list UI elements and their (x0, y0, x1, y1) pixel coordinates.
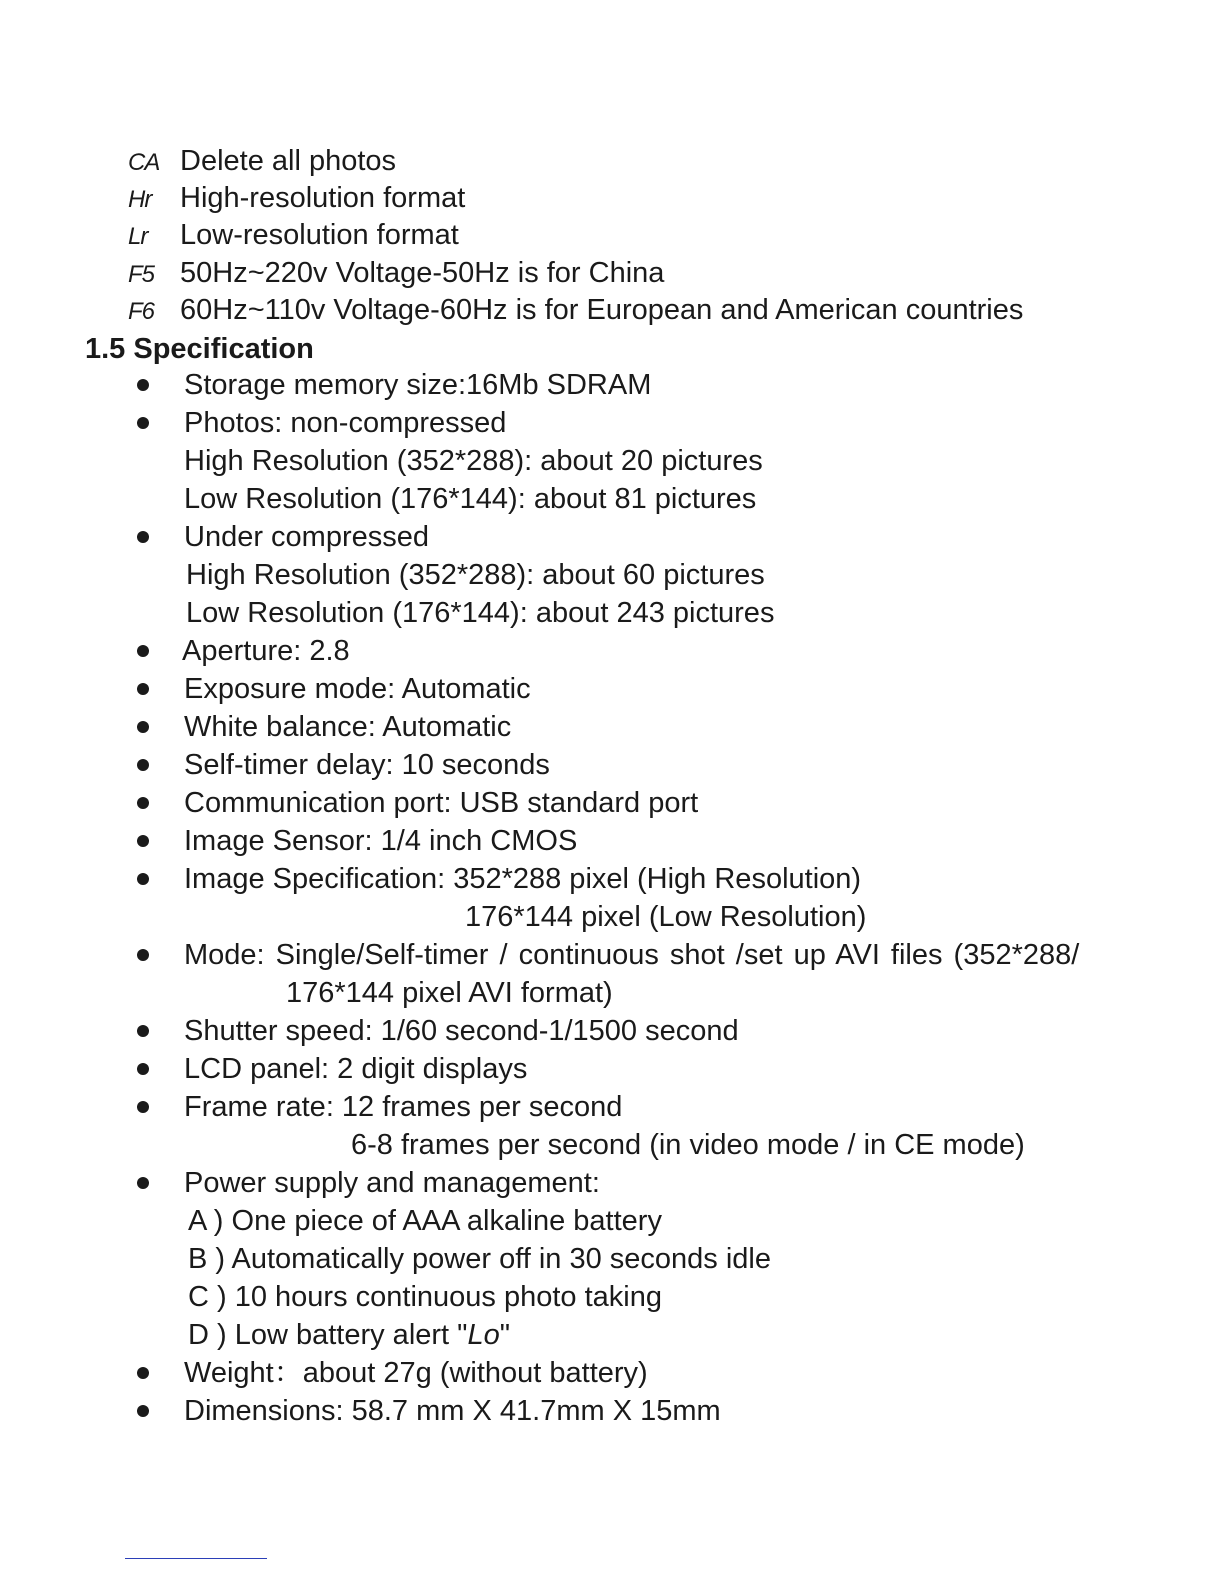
spec-power-d (188, 1316, 510, 1354)
spec-weight: Weight：about 27g (without battery) (184, 1357, 648, 1389)
lcd-code: F5 (128, 261, 155, 288)
bullet-icon (137, 379, 149, 391)
spec-power-a: A ) One piece of AAA alkaline battery (188, 1205, 662, 1237)
lcd-code: Hr (128, 186, 152, 213)
bullet-icon (137, 1367, 149, 1379)
spec-photos-high: High Resolution (352*288): about 20 pictures (184, 445, 763, 477)
bullet-icon (137, 683, 149, 695)
spec-frame-rate-video: 6-8 frames per second (in video mode / in CE mode) (351, 1129, 1025, 1161)
code-row-60hz (128, 291, 1023, 329)
code-description: Low-resolution format (180, 219, 459, 251)
bullet-icon (137, 949, 149, 961)
spec-exposure: Exposure mode: Automatic (184, 673, 531, 705)
power-d-prefix: D ) Low battery alert " (188, 1319, 468, 1351)
bullet-icon (137, 417, 149, 429)
bullet-icon (137, 645, 149, 657)
bullet-icon (137, 1063, 149, 1075)
code-description: High-resolution format (180, 182, 466, 214)
spec-shutter: Shutter speed: 1/60 second-1/1500 second (184, 1015, 739, 1047)
lcd-code: F6 (128, 298, 155, 325)
spec-white-balance: White balance: Automatic (184, 711, 512, 743)
code-description: 60Hz~110v Voltage-60Hz is for European and American countries (180, 294, 1024, 326)
spec-compressed-low: Low Resolution (176*144): about 243 pictures (186, 597, 775, 629)
spec-image-spec: Image Specification: 352*288 pixel (High Resolution) (184, 863, 862, 895)
spec-mode-cont: 176*144 pixel AVI format) (286, 977, 613, 1009)
lcd-code: Lr (128, 223, 148, 250)
spec-dimensions: Dimensions: 58.7 mm X 41.7mm X 15mm (184, 1395, 721, 1427)
code-description: Delete all photos (180, 145, 397, 177)
spec-power: Power supply and management: (184, 1167, 600, 1199)
spec-power-b: B ) Automatically power off in 30 seconds idle (188, 1243, 772, 1275)
lcd-code: CA (128, 149, 160, 176)
bullet-icon (137, 1025, 149, 1037)
bullet-icon (137, 1405, 149, 1417)
spec-port: Communication port: USB standard port (184, 787, 699, 819)
bullet-icon (137, 759, 149, 771)
spec-image-spec-low: 176*144 pixel (Low Resolution) (465, 901, 867, 933)
spec-lcd: LCD panel: 2 digit displays (184, 1053, 528, 1085)
bullet-icon (137, 797, 149, 809)
spec-aperture: Aperture: 2.8 (182, 635, 350, 667)
code-row-delete (128, 142, 396, 180)
bullet-icon (137, 531, 149, 543)
spec-power-c: C ) 10 hours continuous photo taking (188, 1281, 662, 1313)
bullet-icon (137, 721, 149, 733)
footnote-divider (125, 1558, 267, 1559)
spec-self-timer: Self-timer delay: 10 seconds (184, 749, 550, 781)
code-description: 50Hz~220v Voltage-50Hz is for China (180, 257, 665, 289)
low-battery-lcd-glyph: Lo (467, 1319, 500, 1351)
spec-mode: Mode: Single/Self-timer / continuous shot /set up AVI files (352*288/ (184, 939, 1080, 971)
section-heading: 1.5 Specification (85, 333, 314, 365)
spec-compressed-high: High Resolution (352*288): about 60 pictures (186, 559, 765, 591)
code-row-50hz (128, 254, 664, 292)
spec-compressed: Under compressed (184, 521, 429, 553)
bullet-icon (137, 873, 149, 885)
spec-frame-rate: Frame rate: 12 frames per second (184, 1091, 623, 1123)
code-row-high-res (128, 179, 465, 217)
spec-storage: Storage memory size:16Mb SDRAM (184, 369, 652, 401)
bullet-icon (137, 835, 149, 847)
bullet-icon (137, 1177, 149, 1189)
spec-photos: Photos: non-compressed (184, 407, 507, 439)
spec-sensor: Image Sensor: 1/4 inch CMOS (184, 825, 578, 857)
code-row-low-res (128, 216, 459, 254)
bullet-icon (137, 1101, 149, 1113)
spec-photos-low: Low Resolution (176*144): about 81 pictures (184, 483, 757, 515)
power-d-suffix: " (499, 1319, 511, 1351)
